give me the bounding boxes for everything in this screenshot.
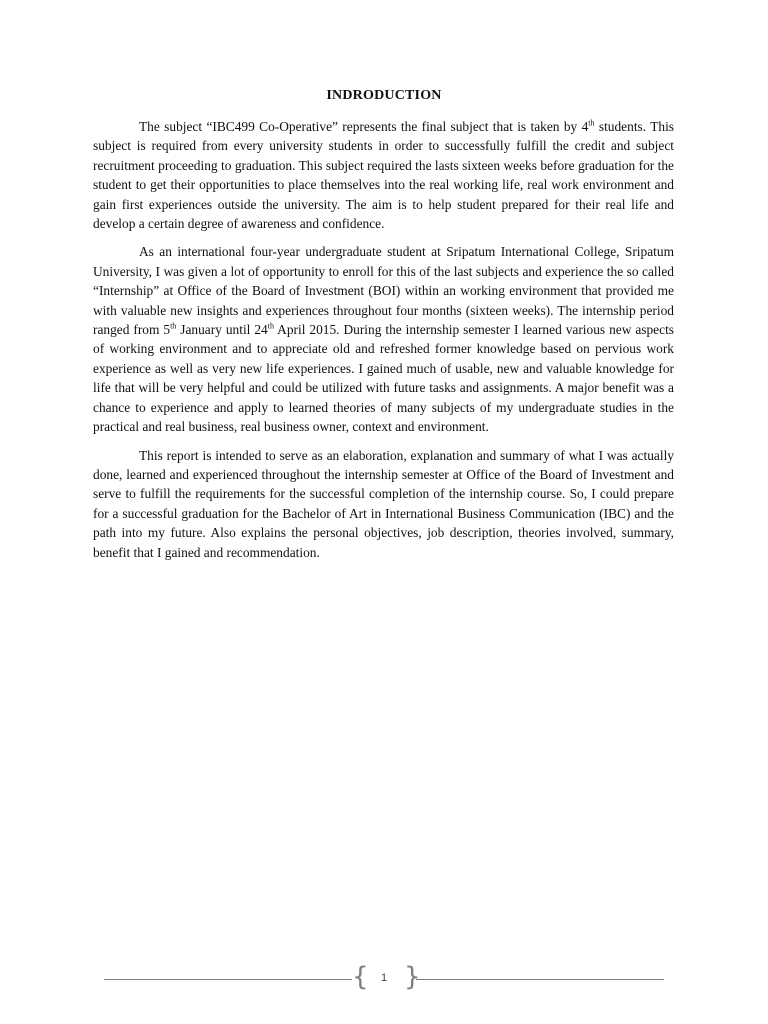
- footer-brace-open: {: [352, 962, 369, 992]
- ordinal-suffix: th: [267, 321, 274, 331]
- page-number: 1: [380, 972, 388, 984]
- text-run: students. This subject is required from every university students in order to successfully fulfill the credit and subject recruitment proceeding to graduation. This subject required the lasts sixteen weeks before graduation for the student to get their opportunities to place themselves into the real working life, real work environment and gain first experiences outside the university. The aim is to help student prepared for their real life and develop a certain degree of awareness and confidence.: [93, 119, 675, 232]
- text-run: January until 24: [176, 322, 268, 338]
- text-run: This report is intended to serve as an elaboration, explanation and summary of what I was actually done, learned and experienced throughout the internship semester at Office of the Board of Investment and serve to fulfill the requirements for the successful completion of the internship course. So, I could prepare for a successful graduation for the Bachelor of Art in International Business Communication (IBC) and the path into my future. Also explains the personal objectives, job description, theories involved, summary, benefit that I gained and recommendation.: [93, 447, 674, 560]
- footer-rule-left: [104, 979, 352, 980]
- paragraph-3: [93, 446, 674, 562]
- footer-rule-right: [416, 979, 664, 980]
- paragraph-2: [93, 242, 674, 436]
- page-heading: INDRODUCTION: [326, 88, 442, 103]
- ordinal-suffix: th: [170, 321, 177, 331]
- text-run: April 2015. During the internship semester I learned various new aspects of working environment and to appreciate old and refreshed former knowledge based on pervious work experience as well as very new life experiences. I gained much of usable, new and valuable knowledge for life that will be very helpful and could be utilized with future tasks and assignments. A major benefit was a chance to experience and apply to learned theories of many subjects of my undergraduate studies in the practical and real business, real business owner, context and environment.: [93, 322, 674, 435]
- text-run: As an international four-year undergraduate student at Sripatum International College, Sripatum University, I was given a lot of opportunity to enroll for this of the last subjects and experience the so called “Internship” at Office of the Board of Investment (BOI) within an working environment that provided me with valuable new insights and experiences throughout four months (sixteen weeks). The internship period ranged from 5: [93, 244, 674, 338]
- ordinal-suffix: th: [588, 118, 595, 128]
- text-run: The subject “IBC499 Co-Operative” represents the final subject that is taken by 4: [139, 119, 589, 134]
- footer-brace-close: }: [404, 962, 421, 992]
- page-footer: [104, 964, 664, 994]
- paragraph-1: [93, 117, 674, 233]
- body-text: [93, 117, 674, 571]
